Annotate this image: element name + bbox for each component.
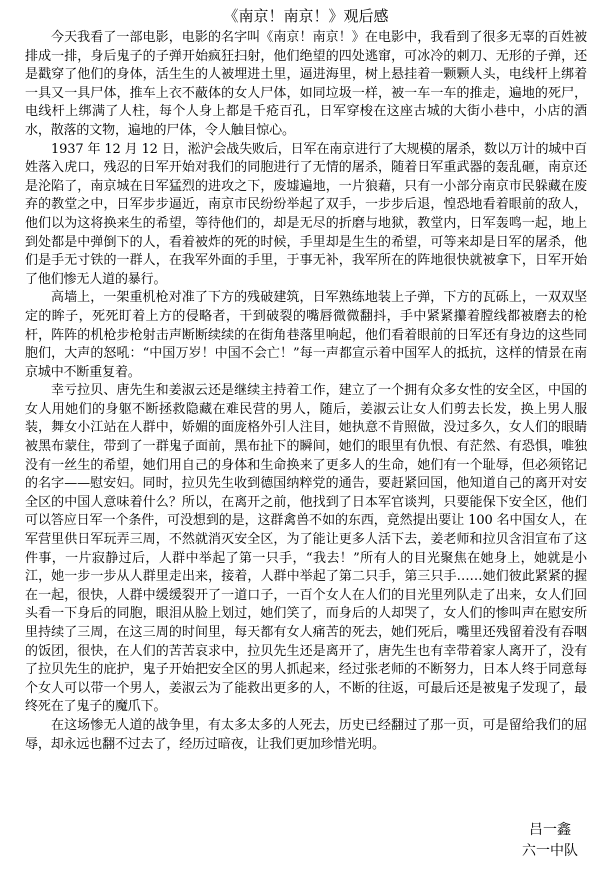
signature-block: [522, 820, 578, 862]
author-class: 六一中队: [522, 843, 578, 859]
paragraph-3: 高墙上，一架重机枪对准了下方的残破建筑，日军熟练地装上子弹，下方的瓦砾上，一双双坚定的眸子，死死盯着上方的侵略者，干到破裂的嘴唇微微翻抖，手中紧紧攥着膛线都被磨去的枪杆，阵阵的机枪步枪射击声断断续续的在街角巷落里响起，他们看着眼前的日军还有身边的这些同胞们，大声的怒吼：“中国万岁！中国不会亡！”每一声都宣示着中国军人的抵抗，这样的情景在南京城中不断重复着。: [25, 290, 587, 380]
author-name: 吕一鑫: [529, 822, 571, 838]
paragraph-4: 幸亏拉贝、唐先生和姜淑云还是继续主持着工作，建立了一个拥有众多女性的安全区，中国的女人用她们的身躯不断拯救隐藏在难民营的男人，随后，姜淑云让女人们剪去长发，换上男人服装，舞女小江站在人群中，娇媚的面庞格外引人注目，她执意不肯照做，没过多久，女人们的眼睛被黑布蒙住，带到了一群鬼子面前，黑布扯下的瞬间，她们的眼里有仇恨、有茫然、有恐惧，唯独没有一丝生的希望，她们用自己的身体和生命换来了更多人的生命，她们有一个耻辱，但必须铭记的名字——慰安妇。同时，拉贝先生收到德国纳粹党的通告，要赶紧回国，他知道自己的离开对安全区的中国人意味着什么？所以，在离开之前，他找到了日本军官谈判，只要能保下安全区，他们可以答应日军一个条件，可没想到的是，这群禽兽不如的东西，竟然提出要让 100 名中国女人，在军营里供日军玩弄三周，不然就消灭安全区，为了能让更多人活下去，姜老师和拉贝含泪宣布了这件事，一片寂静过后，人群中举起了第一只手，“我去！”所有人的目光聚焦在她身上，她就是小江，她一步一步从人群里走出来，接着，人群中举起了第二只手，第三只手……她们彼此紧紧的握在一起，很快，人群中缓缓裂开了一道口子，一百个女人在人们的目光里列队走了出来，女人们回头看一下身后的同胞，眼泪从脸上划过，她们笑了，而身后的人却哭了，女人们的惨叫声在慰安所里持续了三周，在这三周的时间里，每天都有女人痛苦的死去，她们死后，嘴里还残留着没有吞咽的饭团，很快，在人们的苦苦哀求中，拉贝先生还是离开了，唐先生也有幸带着家人离开了，没有了拉贝先生的庇护，鬼子开始把安全区的男人抓起来，经过张老师的不断努力，日本人终于同意每个女人可以带一个男人，姜淑云为了能救出更多的人，不断的往返，可最后还是被鬼子发现了，最终死在了鬼子的魔爪下。: [25, 383, 587, 715]
paragraph-5: 在这场惨无人道的战争里，有太多太多的人死去，历史已经翻过了那一页，可是留给我们的屈辱，却永远也翻不过去了，经历过暗夜，让我们更加珍惜光明。: [25, 717, 587, 752]
paragraph-2: 1937 年 12 月 12 日，淞沪会战失败后，日军在南京进行了大规模的屠杀，数以万计的城中百姓落入虎口，残忍的日军开始对我们的同胞进行了无情的屠杀，随着日军重武器的轰乱砸，南京还是沦陷了，南京城在日军猛烈的进攻之下，废墟遍地，一片狼藉，只有一小部分南京市民躲藏在废弃的教堂之中，日军步步逼近，南京市民纷纷举起了双手，一步步后退，惶恐地看着眼前的敌人，他们以为这将换来生的希望，等待他们的，却是无尽的折磨与地狱，教堂内，日军轰鸣一起，地上到处都是中弹倒下的人，看着被炸的死的时候，手里却是生生的希望，可等来却是日军的屠杀，他们是手无寸铁的一群人，在我军外面的手里，于事无补，我军所在的阵地很快就被拿下，日军开始了他们惨无人道的暴行。: [25, 141, 587, 287]
paragraph-1: 今天我看了一部电影，电影的名字叫《南京！南京！》在电影中，我看到了很多无辜的百姓被排成一排，身后鬼子的子弹开始疯狂扫射，他们绝望的四处逃窜，可冰冷的刺刀、无形的子弹，还是戳穿了他们的身体，活生生的人被埋进土里，逼进海里，树上悬挂着一颗颗人头，电线杆上绑着一具又一具尸体，推车上衣不蔽体的女人尸体，如同垃圾一样，被一车一车的推走，遍地的死尸，电线杆上绑满了人柱，每个人身上都是千疮百孔，日军穿梭在这座古城的大街小巷中，小店的酒水，散落的文物，遍地的尸体，令人触目惊心。: [25, 30, 587, 138]
essay-title: 《南京！南京！》观后感: [223, 7, 389, 25]
